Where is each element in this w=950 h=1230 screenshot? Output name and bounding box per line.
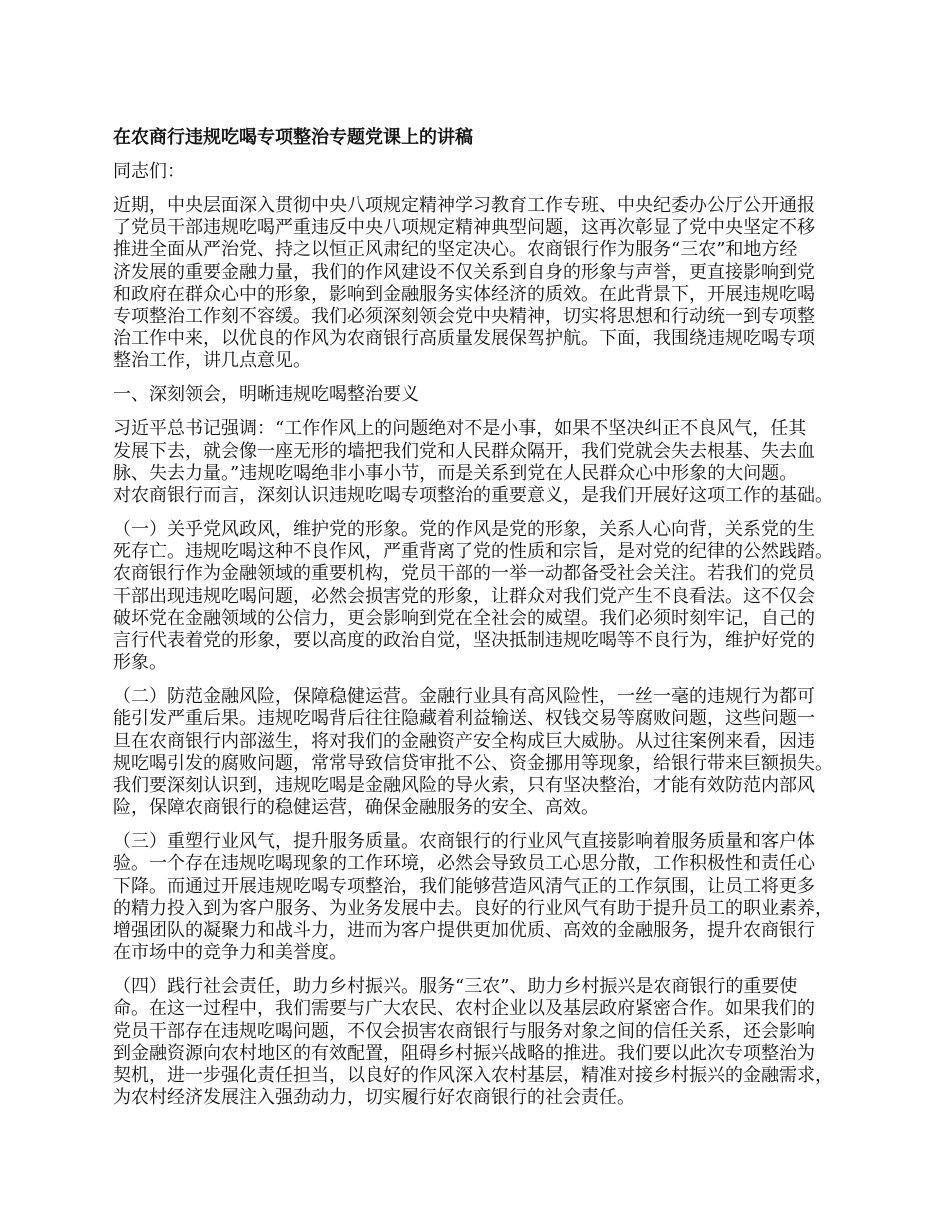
- text-line: 能引发严重后果。违规吃喝背后往往隐藏着利益输送、权钱交易等腐败问题，这些问题一: [113, 708, 815, 730]
- text-line: 整治工作，讲几点意见。: [113, 350, 311, 372]
- text-line: 同志们：: [113, 161, 185, 182]
- section-heading-1: [113, 384, 853, 406]
- paragraph-quote: [113, 418, 853, 507]
- text-line: 发展下去，就会像一座无形的墙把我们党和人民群众隔开，我们党就会失去根基、失去血: [113, 440, 815, 462]
- text-line: 在市场中的竞争力和美誉度。: [113, 942, 347, 964]
- text-line: 形象。: [113, 652, 167, 674]
- text-line: 破坏党在金融领域的公信力，更会影响到党在全社会的威望。我们必须时刻牢记，自己的: [113, 607, 815, 629]
- text-line: 推进全面从严治党、持之以恒正风肃纪的坚定决心。农商银行作为服务“三农”和地方经: [113, 239, 798, 261]
- text-line: （三）重塑行业风气，提升服务质量。农商银行的行业风气直接影响着服务质量和客户体: [113, 831, 815, 853]
- text-line: 验。一个存在违规吃喝现象的工作环境，必然会导致员工心思分散，工作积极性和责任心: [113, 853, 815, 875]
- text-line: 济发展的重要金融力量，我们的作风建设不仅关系到自身的形象与声誉，更直接影响到党: [113, 261, 815, 283]
- paragraph-point-2: [113, 686, 853, 819]
- text-line: （四）践行社会责任，助力乡村振兴。服务“三农”、助力乡村振兴是农商银行的重要使: [113, 976, 798, 998]
- text-line: 契机，进一步强化责任担当，以良好的作风深入农村基层，精准对接乡村振兴的金融需求，: [113, 1065, 833, 1087]
- text-line: 险，保障农商银行的稳健运营，确保金融服务的安全、高效。: [113, 797, 599, 819]
- salutation: [113, 161, 853, 183]
- text-line: 农商银行作为金融领域的重要机构，党员干部的一举一动都备受社会关注。若我们的党员: [113, 563, 815, 585]
- document-body: [113, 161, 853, 1110]
- text-line: 对农商银行而言，深刻认识违规吃喝专项整治的重要意义，是我们开展好这项工作的基础。: [113, 485, 833, 507]
- text-line: 专项整治工作刻不容缓。我们必须深刻领会党中央精神，切实将思想和行动统一到专项整: [113, 306, 815, 328]
- text-line: 死存亡。违规吃喝这种不良作风，严重背离了党的性质和宗旨，是对党的纪律的公然践踏。: [113, 541, 833, 563]
- paragraph-point-1: [113, 519, 853, 674]
- paragraph-point-4: [113, 976, 853, 1109]
- text-line: 干部出现违规吃喝问题，必然会损害党的形象，让群众对我们党产生不良看法。这不仅会: [113, 585, 815, 607]
- text-line: 的精力投入到为客户服务、为业务发展中去。良好的行业风气有助于提升员工的职业素养，: [113, 897, 833, 919]
- text-line: 到金融资源向农村地区的有效配置，阻碍乡村振兴战略的推进。我们要以此次专项整治为: [113, 1042, 815, 1064]
- text-line: 治工作中来，以优良的作风为农商银行高质量发展保驾护航。下面，我围绕违规吃喝专项: [113, 328, 815, 350]
- text-line: 旦在农商银行内部滋生，将对我们的金融资产安全构成巨大威胁。从过往案例来看，因违: [113, 730, 815, 752]
- text-line: 言行代表着党的形象，要以高度的政治自觉，坚决抵制违规吃喝等不良行为，维护好党的: [113, 630, 815, 652]
- paragraph-intro: [113, 195, 853, 373]
- document-page: [113, 127, 853, 1121]
- text-line: 党员干部存在违规吃喝问题，不仅会损害农商银行与服务对象之间的信任关系，还会影响: [113, 1020, 815, 1042]
- text-line: 了党员干部违规吃喝严重违反中央八项规定精神典型问题，这再次彰显了党中央坚定不移: [113, 217, 815, 239]
- text-line: （一）关乎党风政风，维护党的形象。党的作风是党的形象，关系人心向背，关系党的生: [113, 519, 815, 541]
- document-title: 在农商行违规吃喝专项整治专题党课上的讲稿: [113, 127, 473, 148]
- paragraph-point-3: [113, 831, 853, 964]
- text-line: 命。在这一过程中，我们需要与广大农民、农村企业以及基层政府紧密合作。如果我们的: [113, 998, 815, 1020]
- text-line: 下降。而通过开展违规吃喝专项整治，我们能够营造风清气正的工作氛围，让员工将更多: [113, 875, 815, 897]
- text-line: 我们要深刻认识到，违规吃喝是金融风险的导火索，只有坚决整治，才能有效防范内部风: [113, 775, 815, 797]
- text-line: 规吃喝引发的腐败问题，常常导致信贷审批不公、资金挪用等现象，给银行带来巨额损失。: [113, 752, 833, 774]
- text-line: 一、深刻领会，明晰违规吃喝整治要义: [113, 384, 419, 406]
- text-line: 近期，中央层面深入贯彻中央八项规定精神学习教育工作专班、中央纪委办公厅公开通报: [113, 195, 815, 216]
- text-line: 和政府在群众心中的形象，影响到金融服务实体经济的质效。在此背景下，开展违规吃喝: [113, 283, 815, 305]
- text-line: 脉、失去力量。”违规吃喝绝非小事小节，而是关系到党在人民群众心中形象的大问题。: [113, 462, 798, 484]
- text-line: 增强团队的凝聚力和战斗力，进而为客户提供更加优质、高效的金融服务，提升农商银行: [113, 920, 815, 942]
- text-line: （二）防范金融风险，保障稳健运营。金融行业具有高风险性，一丝一毫的违规行为都可: [113, 686, 815, 708]
- text-line: 为农村经济发展注入强劲动力，切实履行好农商银行的社会责任。: [113, 1087, 635, 1109]
- text-line: 习近平总书记强调：“工作作风上的问题绝对不是小事，如果不坚决纠正不良风气，任其: [113, 418, 807, 440]
